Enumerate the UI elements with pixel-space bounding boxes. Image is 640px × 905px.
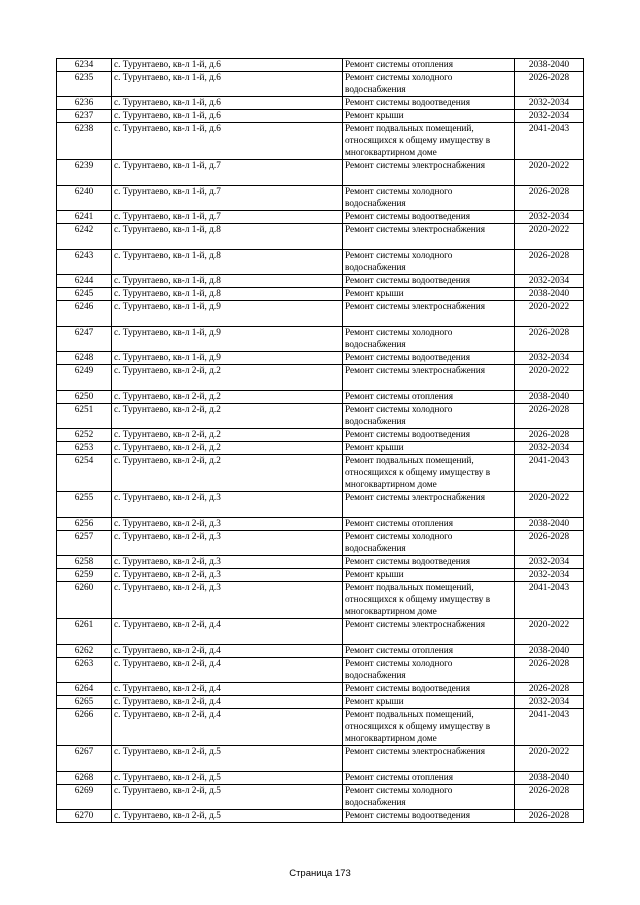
period-cell: 2026-2028	[515, 429, 584, 442]
period-cell: 2020-2022	[515, 301, 584, 327]
address-cell: с. Турунтаево, кв-л 1-й, д.6	[112, 97, 343, 110]
table-body	[57, 59, 584, 823]
work-type-cell: Ремонт системы отопления	[343, 772, 515, 785]
period-cell: 2026-2028	[515, 810, 584, 823]
table-row	[57, 709, 584, 746]
address-cell: с. Турунтаево, кв-л 2-й, д.4	[112, 696, 343, 709]
period-cell: 2020-2022	[515, 365, 584, 391]
period-cell: 2026-2028	[515, 785, 584, 810]
table-row	[57, 391, 584, 404]
work-type-cell: Ремонт системы водоотведения	[343, 275, 515, 288]
period-cell: 2032-2034	[515, 569, 584, 582]
work-type-cell: Ремонт системы водоотведения	[343, 810, 515, 823]
table-row	[57, 186, 584, 211]
table-row	[57, 785, 584, 810]
table-row	[57, 110, 584, 123]
address-cell: с. Турунтаево, кв-л 1-й, д.9	[112, 352, 343, 365]
address-cell: с. Турунтаево, кв-л 2-й, д.4	[112, 683, 343, 696]
row-number-cell: 6254	[57, 455, 112, 492]
work-type-cell: Ремонт системы холодного водоснабжения	[343, 186, 515, 211]
period-cell: 2026-2028	[515, 683, 584, 696]
work-type-cell: Ремонт системы холодного водоснабжения	[343, 250, 515, 275]
period-cell: 2020-2022	[515, 224, 584, 250]
work-type-cell: Ремонт системы электроснабжения	[343, 224, 515, 250]
work-type-cell: Ремонт системы электроснабжения	[343, 160, 515, 186]
row-number-cell: 6239	[57, 160, 112, 186]
table-row	[57, 288, 584, 301]
period-cell: 2020-2022	[515, 619, 584, 645]
table-row	[57, 301, 584, 327]
address-cell: с. Турунтаево, кв-л 1-й, д.7	[112, 186, 343, 211]
work-type-cell: Ремонт системы электроснабжения	[343, 365, 515, 391]
work-type-cell: Ремонт системы холодного водоснабжения	[343, 327, 515, 352]
table-row	[57, 404, 584, 429]
table-row	[57, 683, 584, 696]
period-cell: 2020-2022	[515, 492, 584, 518]
table-row	[57, 352, 584, 365]
period-cell: 2026-2028	[515, 250, 584, 275]
address-cell: с. Турунтаево, кв-л 2-й, д.2	[112, 391, 343, 404]
row-number-cell: 6247	[57, 327, 112, 352]
table-row	[57, 556, 584, 569]
row-number-cell: 6263	[57, 658, 112, 683]
work-type-cell: Ремонт подвальных помещений, относящихся к общему имуществу в многоквартирном доме	[343, 582, 515, 619]
row-number-cell: 6270	[57, 810, 112, 823]
period-cell: 2032-2034	[515, 275, 584, 288]
address-cell: с. Турунтаево, кв-л 1-й, д.9	[112, 301, 343, 327]
address-cell: с. Турунтаево, кв-л 2-й, д.5	[112, 772, 343, 785]
row-number-cell: 6243	[57, 250, 112, 275]
work-type-cell: Ремонт системы водоотведения	[343, 683, 515, 696]
work-type-cell: Ремонт системы водоотведения	[343, 429, 515, 442]
address-cell: с. Турунтаево, кв-л 2-й, д.3	[112, 556, 343, 569]
address-cell: с. Турунтаево, кв-л 2-й, д.3	[112, 531, 343, 556]
row-number-cell: 6249	[57, 365, 112, 391]
period-cell: 2020-2022	[515, 746, 584, 772]
period-cell: 2026-2028	[515, 186, 584, 211]
table-row	[57, 619, 584, 645]
row-number-cell: 6266	[57, 709, 112, 746]
period-cell: 2032-2034	[515, 352, 584, 365]
period-cell: 2038-2040	[515, 772, 584, 785]
work-type-cell: Ремонт подвальных помещений, относящихся к общему имуществу в многоквартирном доме	[343, 709, 515, 746]
work-type-cell: Ремонт системы водоотведения	[343, 211, 515, 224]
row-number-cell: 6248	[57, 352, 112, 365]
row-number-cell: 6267	[57, 746, 112, 772]
address-cell: с. Турунтаево, кв-л 1-й, д.6	[112, 59, 343, 72]
address-cell: с. Турунтаево, кв-л 1-й, д.8	[112, 224, 343, 250]
address-cell: с. Турунтаево, кв-л 2-й, д.3	[112, 569, 343, 582]
work-type-cell: Ремонт крыши	[343, 569, 515, 582]
period-cell: 2038-2040	[515, 59, 584, 72]
address-cell: с. Турунтаево, кв-л 2-й, д.3	[112, 492, 343, 518]
period-cell: 2032-2034	[515, 442, 584, 455]
work-type-cell: Ремонт системы холодного водоснабжения	[343, 72, 515, 97]
period-cell: 2038-2040	[515, 288, 584, 301]
address-cell: с. Турунтаево, кв-л 1-й, д.9	[112, 327, 343, 352]
work-type-cell: Ремонт системы холодного водоснабжения	[343, 658, 515, 683]
row-number-cell: 6255	[57, 492, 112, 518]
row-number-cell: 6241	[57, 211, 112, 224]
address-cell: с. Турунтаево, кв-л 2-й, д.5	[112, 785, 343, 810]
row-number-cell: 6264	[57, 683, 112, 696]
table-row	[57, 275, 584, 288]
table-row	[57, 696, 584, 709]
address-cell: с. Турунтаево, кв-л 2-й, д.4	[112, 645, 343, 658]
table-row	[57, 429, 584, 442]
table-row	[57, 746, 584, 772]
row-number-cell: 6262	[57, 645, 112, 658]
row-number-cell: 6258	[57, 556, 112, 569]
address-cell: с. Турунтаево, кв-л 2-й, д.4	[112, 619, 343, 645]
table-row	[57, 250, 584, 275]
period-cell: 2038-2040	[515, 391, 584, 404]
address-cell: с. Турунтаево, кв-л 2-й, д.5	[112, 810, 343, 823]
row-number-cell: 6269	[57, 785, 112, 810]
address-cell: с. Турунтаево, кв-л 2-й, д.5	[112, 746, 343, 772]
repair-schedule-table	[56, 58, 584, 823]
table-row	[57, 772, 584, 785]
work-type-cell: Ремонт системы холодного водоснабжения	[343, 404, 515, 429]
address-cell: с. Турунтаево, кв-л 1-й, д.6	[112, 72, 343, 97]
work-type-cell: Ремонт системы отопления	[343, 391, 515, 404]
row-number-cell: 6257	[57, 531, 112, 556]
address-cell: с. Турунтаево, кв-л 2-й, д.2	[112, 442, 343, 455]
table-row	[57, 59, 584, 72]
row-number-cell: 6250	[57, 391, 112, 404]
address-cell: с. Турунтаево, кв-л 2-й, д.4	[112, 658, 343, 683]
table-row	[57, 455, 584, 492]
period-cell: 2032-2034	[515, 556, 584, 569]
table-row	[57, 810, 584, 823]
work-type-cell: Ремонт системы электроснабжения	[343, 492, 515, 518]
table-row	[57, 97, 584, 110]
table-row	[57, 224, 584, 250]
work-type-cell: Ремонт системы электроснабжения	[343, 746, 515, 772]
row-number-cell: 6259	[57, 569, 112, 582]
address-cell: с. Турунтаево, кв-л 2-й, д.2	[112, 429, 343, 442]
row-number-cell: 6238	[57, 123, 112, 160]
work-type-cell: Ремонт системы электроснабжения	[343, 619, 515, 645]
address-cell: с. Турунтаево, кв-л 2-й, д.2	[112, 365, 343, 391]
work-type-cell: Ремонт системы холодного водоснабжения	[343, 785, 515, 810]
work-type-cell: Ремонт системы отопления	[343, 645, 515, 658]
table-row	[57, 72, 584, 97]
work-type-cell: Ремонт системы холодного водоснабжения	[343, 531, 515, 556]
row-number-cell: 6244	[57, 275, 112, 288]
work-type-cell: Ремонт крыши	[343, 110, 515, 123]
address-cell: с. Турунтаево, кв-л 1-й, д.8	[112, 288, 343, 301]
period-cell: 2032-2034	[515, 696, 584, 709]
period-cell: 2032-2034	[515, 211, 584, 224]
table-row	[57, 531, 584, 556]
period-cell: 2020-2022	[515, 160, 584, 186]
table-row	[57, 492, 584, 518]
work-type-cell: Ремонт системы отопления	[343, 518, 515, 531]
period-cell: 2026-2028	[515, 327, 584, 352]
row-number-cell: 6242	[57, 224, 112, 250]
work-type-cell: Ремонт подвальных помещений, относящихся к общему имуществу в многоквартирном доме	[343, 123, 515, 160]
table-row	[57, 442, 584, 455]
address-cell: с. Турунтаево, кв-л 1-й, д.7	[112, 211, 343, 224]
table-row	[57, 160, 584, 186]
period-cell: 2041-2043	[515, 709, 584, 746]
period-cell: 2041-2043	[515, 582, 584, 619]
row-number-cell: 6251	[57, 404, 112, 429]
address-cell: с. Турунтаево, кв-л 1-й, д.8	[112, 250, 343, 275]
row-number-cell: 6252	[57, 429, 112, 442]
row-number-cell: 6237	[57, 110, 112, 123]
work-type-cell: Ремонт крыши	[343, 288, 515, 301]
work-type-cell: Ремонт системы отопления	[343, 59, 515, 72]
row-number-cell: 6256	[57, 518, 112, 531]
work-type-cell: Ремонт системы водоотведения	[343, 97, 515, 110]
table-row	[57, 518, 584, 531]
period-cell: 2026-2028	[515, 531, 584, 556]
work-type-cell: Ремонт подвальных помещений, относящихся к общему имуществу в многоквартирном доме	[343, 455, 515, 492]
table-row	[57, 327, 584, 352]
address-cell: с. Турунтаево, кв-л 2-й, д.2	[112, 455, 343, 492]
period-cell: 2032-2034	[515, 97, 584, 110]
work-type-cell: Ремонт системы электроснабжения	[343, 301, 515, 327]
row-number-cell: 6236	[57, 97, 112, 110]
row-number-cell: 6235	[57, 72, 112, 97]
period-cell: 2026-2028	[515, 72, 584, 97]
address-cell: с. Турунтаево, кв-л 1-й, д.8	[112, 275, 343, 288]
table-row	[57, 123, 584, 160]
page-number: Страница 173	[289, 868, 351, 879]
row-number-cell: 6245	[57, 288, 112, 301]
table-row	[57, 365, 584, 391]
table-row	[57, 569, 584, 582]
address-cell: с. Турунтаево, кв-л 2-й, д.3	[112, 518, 343, 531]
period-cell: 2038-2040	[515, 645, 584, 658]
period-cell: 2041-2043	[515, 455, 584, 492]
address-cell: с. Турунтаево, кв-л 1-й, д.6	[112, 123, 343, 160]
period-cell: 2041-2043	[515, 123, 584, 160]
period-cell: 2032-2034	[515, 110, 584, 123]
address-cell: с. Турунтаево, кв-л 2-й, д.4	[112, 709, 343, 746]
row-number-cell: 6246	[57, 301, 112, 327]
row-number-cell: 6240	[57, 186, 112, 211]
work-type-cell: Ремонт крыши	[343, 696, 515, 709]
address-cell: с. Турунтаево, кв-л 2-й, д.3	[112, 582, 343, 619]
period-cell: 2026-2028	[515, 404, 584, 429]
work-type-cell: Ремонт крыши	[343, 442, 515, 455]
row-number-cell: 6268	[57, 772, 112, 785]
period-cell: 2038-2040	[515, 518, 584, 531]
row-number-cell: 6261	[57, 619, 112, 645]
work-type-cell: Ремонт системы водоотведения	[343, 556, 515, 569]
table-row	[57, 645, 584, 658]
table-row	[57, 658, 584, 683]
work-type-cell: Ремонт системы водоотведения	[343, 352, 515, 365]
address-cell: с. Турунтаево, кв-л 1-й, д.7	[112, 160, 343, 186]
period-cell: 2026-2028	[515, 658, 584, 683]
row-number-cell: 6260	[57, 582, 112, 619]
row-number-cell: 6265	[57, 696, 112, 709]
table-row	[57, 582, 584, 619]
table-row	[57, 211, 584, 224]
address-cell: с. Турунтаево, кв-л 1-й, д.6	[112, 110, 343, 123]
address-cell: с. Турунтаево, кв-л 2-й, д.2	[112, 404, 343, 429]
row-number-cell: 6234	[57, 59, 112, 72]
row-number-cell: 6253	[57, 442, 112, 455]
